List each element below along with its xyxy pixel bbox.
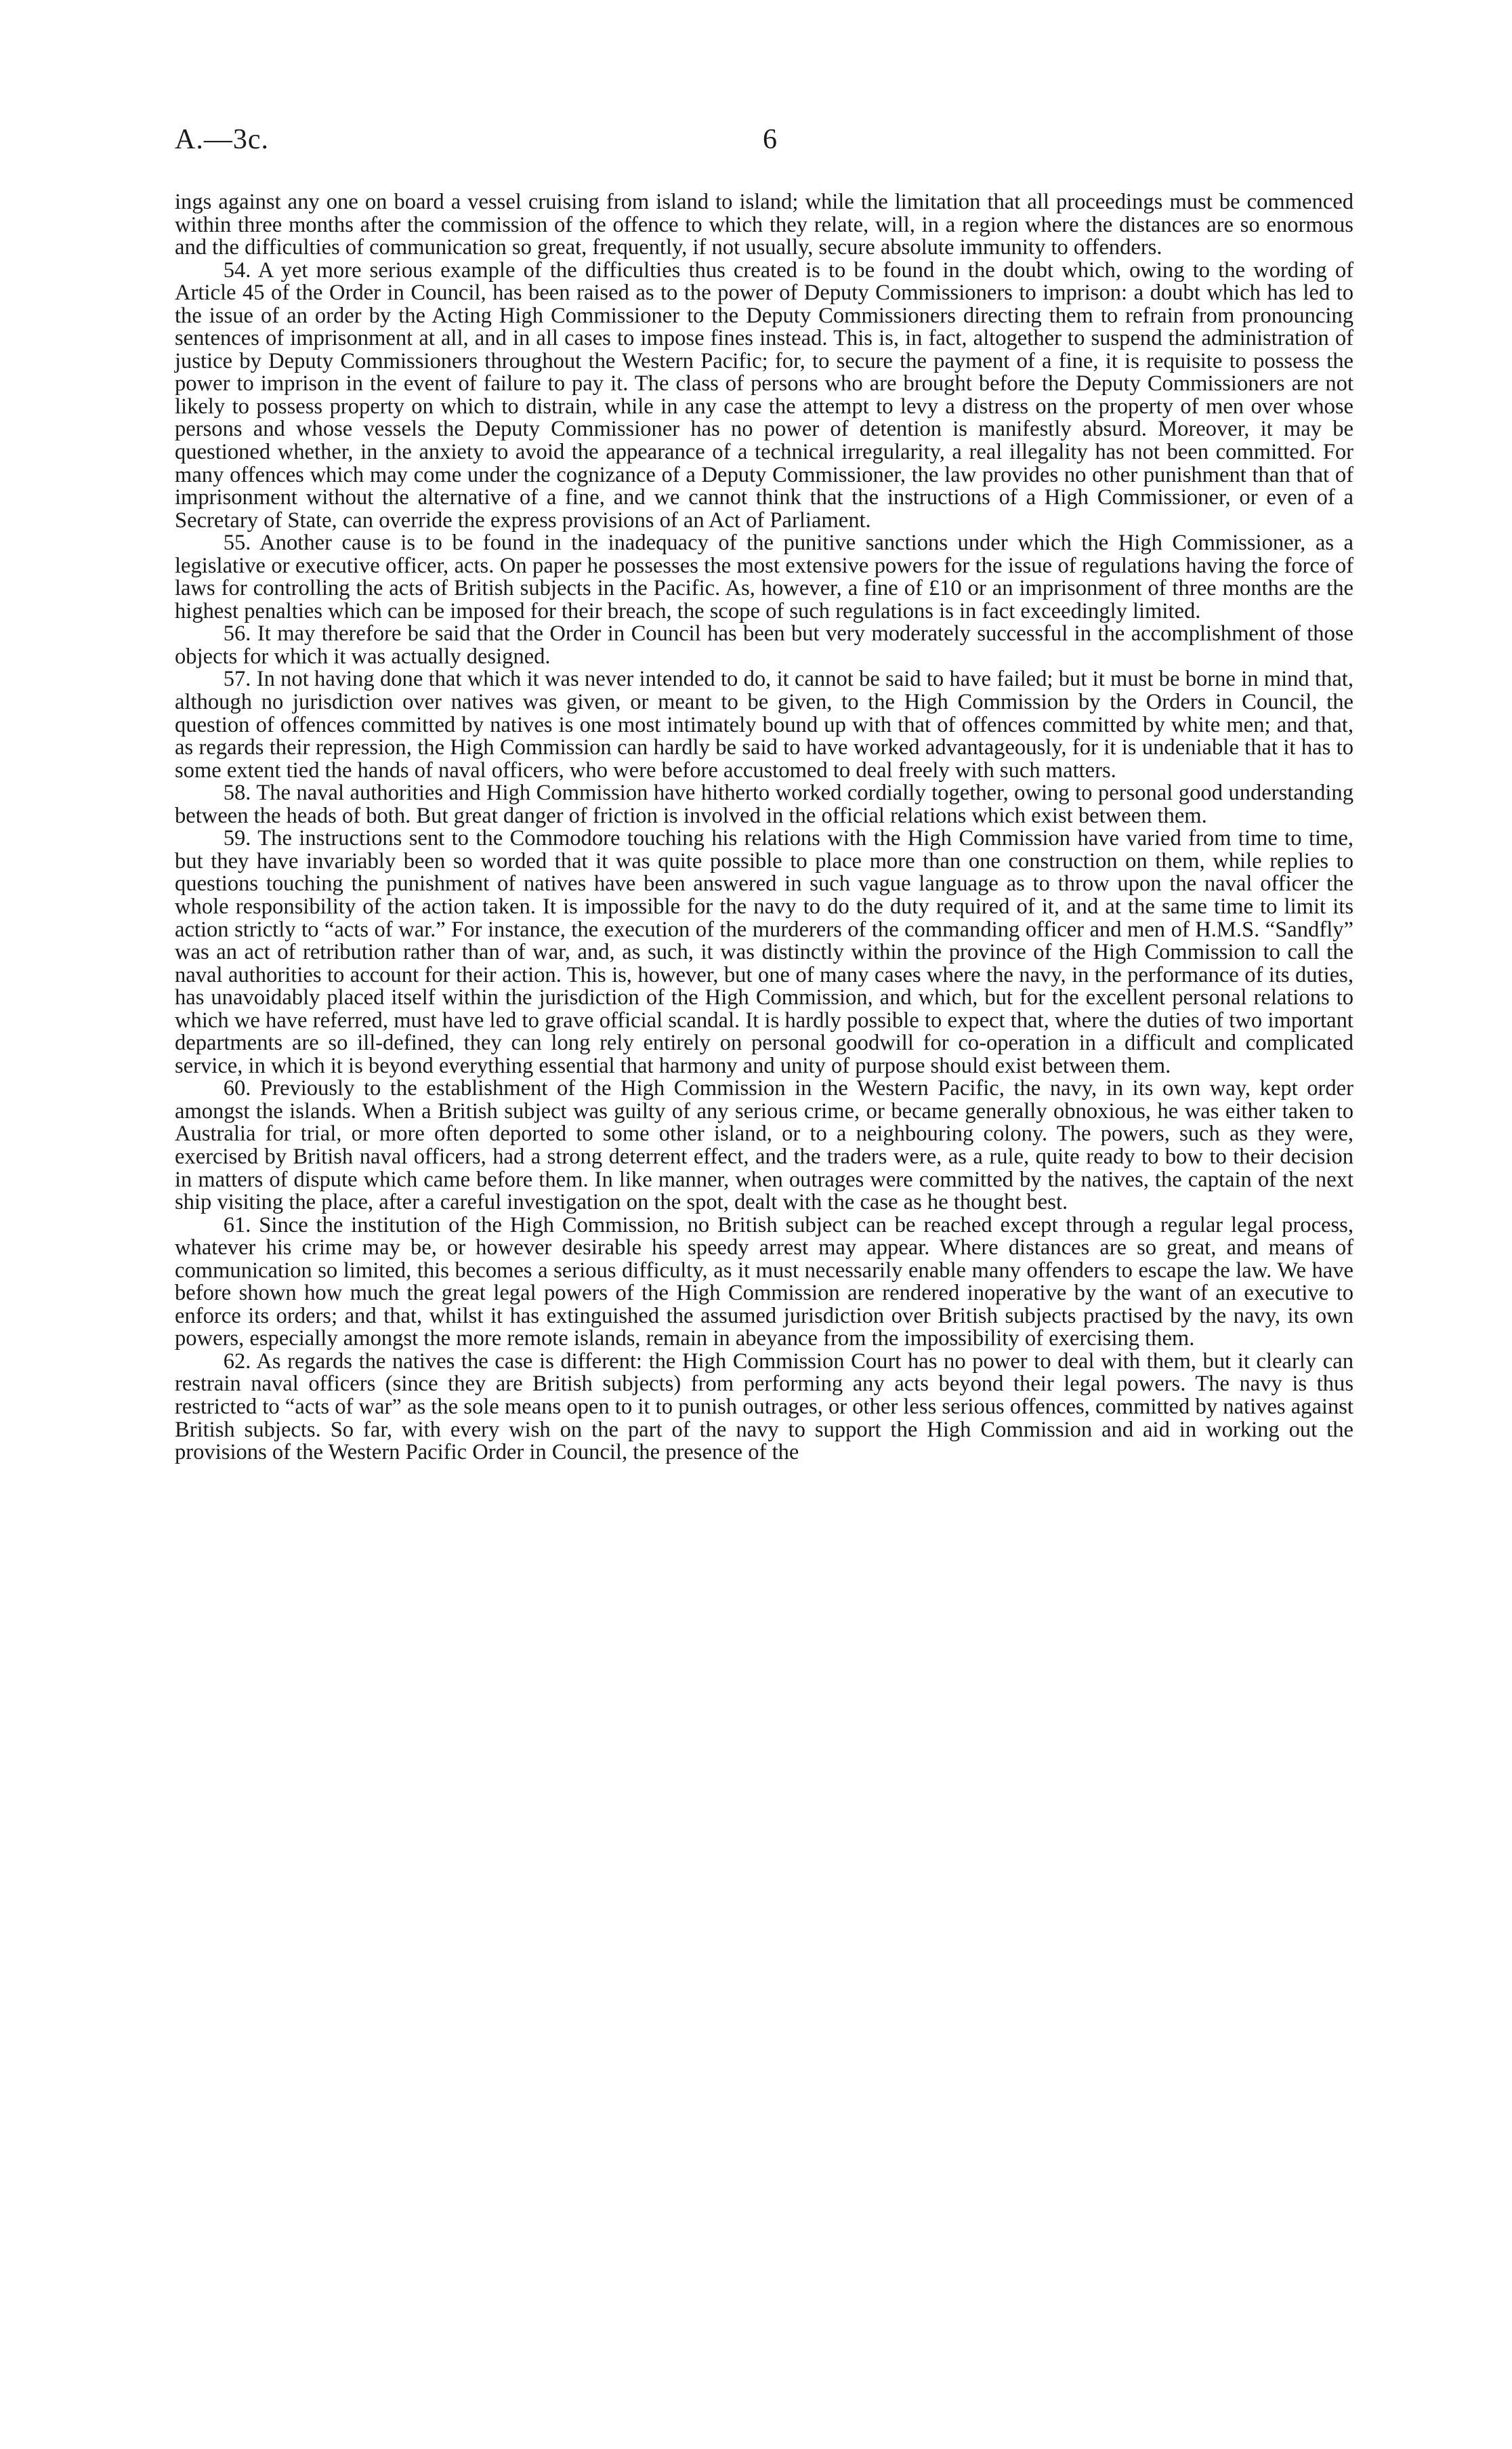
document-reference: A.—3c. (175, 124, 269, 155)
paragraph-54: 54. A yet more serious example of the difficulties thus created is to be found in the doubt which, owing to the wording of Article 45 of the Order in Council, has been raised as to the power of Deputy Commissioners to imprison: a doubt which has led to the issue of an order by the Acting High Commissioner to the Deputy Commissioners directing them to refrain from pronouncing sentences of imprisonment at all, and in all cases to impose fines instead. This is, in fact, altogether to suspend the administration of justice by Deputy Commissioners throughout the Western Pacific; for, to secure the payment of a fine, it is requisite to possess the power to imprison in the event of failure to pay it. The class of persons who are brought before the Deputy Commissioners are not likely to possess property on which to distrain, while in any case the attempt to levy a distress on the property of men over whose persons and whose vessels the Deputy Commissioner has no power of detention is manifestly absurd. Moreover, it may be questioned whether, in the anxiety to avoid the appearance of a technical irregularity, a real illegality has not been committed. For many offences which may come under the cognizance of a Deputy Commissioner, the law provides no other punishment than that of imprisonment without the alternative of a fine, and we cannot think that the instructions of a High Commissioner, or even of a Secretary of State, can override the express provisions of an Act of Parliament. (175, 258, 1353, 533)
paragraph-59: 59. The instructions sent to the Commodore touching his relations with the High Commission have varied from time to time, but they have invariably been so worded that it was quite possible to place more than one construction on them, while replies to questions touching the punishment of natives have been answered in such vague language as to throw upon the naval officer the whole responsibility of the action taken. It is impossible for the navy to do the duty required of it, and at the same time to limit its action strictly to “acts of war.” For instance, the execution of the murderers of the commanding officer and men of H.M.S. “Sandfly” was an act of retribution rather than of war, and, as such, it was distinctly within the province of the High Commission to call the naval authorities to account for their action. This is, however, but one of many cases where the navy, in the performance of its duties, has unavoidably placed itself within the jurisdiction of the High Commission, and which, but for the excellent personal relations to which we have referred, must have led to grave official scandal. It is hardly possible to expect that, where the duties of two important departments are so ill-defined, they can long rely entirely on personal goodwill for co-operation in a difficult and complicated service, in which it is beyond everything essential that harmony and unity of purpose should exist between them. (175, 826, 1353, 1078)
page-number: 6 (763, 124, 777, 155)
paragraph-56: 56. It may therefore be said that the Order in Council has been but very moderately successful in the accomplishment of those objects for which it was actually designed. (175, 621, 1353, 669)
paragraph-60: 60. Previously to the establishment of the High Commission in the Western Pacific, the navy, in its own way, kept order amongst the islands. When a British subject was guilty of any serious crime, or became generally obnoxious, he was either taken to Australia for trial, or more often deported to some other island, or to a neighbouring colony. The powers, such as they were, exercised by British naval officers, had a strong deterrent effect, and the traders were, as a rule, quite ready to bow to their decision in matters of dispute which came before them. In like manner, when outrages were committed by the natives, the captain of the next ship visiting the place, after a careful investigation on the spot, dealt with the case as he thought best. (175, 1076, 1353, 1215)
body-text (175, 191, 1353, 1464)
paragraph-61: 61. Since the institution of the High Commission, no British subject can be reached except through a regular legal process, whatever his crime may be, or however desirable his speedy arrest may appear. Where distances are so great, and means of communication so limited, this becomes a serious difficulty, as it must necessarily enable many offenders to escape the law. We have before shown how much the great legal powers of the High Commission are rendered inoperative by the want of an executive to enforce its orders; and that, whilst it has extinguished the assumed jurisdiction over British subjects practised by the navy, its own powers, especially amongst the more remote islands, remain in abeyance from the impossibility of exercising them. (175, 1212, 1353, 1351)
paragraph-62: 62. As regards the natives the case is different: the High Commission Court has no power to deal with them, but it clearly can restrain naval officers (since they are British subjects) from performing any acts beyond their legal powers. The navy is thus restricted to “acts of war” as the sole means open to it to punish outrages, or other less serious offences, committed by natives against British subjects. So far, with every wish on the part of the navy to support the High Commission and aid in working out the provisions of the Western Pacific Order in Council, the presence of the (175, 1349, 1353, 1465)
paragraph-continued: ings against any one on board a vessel cruising from island to island; while the limitation that all proceedings must be commenced within three months after the commission of the offence to which they relate, will, in a region where the distances are so enormous and the difficulties of communication so great, frequently, if not usually, secure absolute immunity to offenders. (175, 190, 1353, 260)
paragraph-55: 55. Another cause is to be found in the inadequacy of the punitive sanctions under which the High Commissioner, as a legislative or executive officer, acts. On paper he possesses the most extensive powers for the issue of regulations having the force of laws for controlling the acts of British subjects in the Pacific. As, however, a fine of £10 or an imprisonment of three months are the highest penalties which can be imposed for their breach, the scope of such regulations is in fact exceedingly limited. (175, 531, 1353, 623)
paragraph-58: 58. The naval authorities and High Commission have hitherto worked cordially together, owing to personal good understanding between the heads of both. But great danger of friction is involved in the official relations which exist between them. (175, 781, 1353, 828)
paragraph-57: 57. In not having done that which it was never intended to do, it cannot be said to have failed; but it must be borne in mind that, although no jurisdiction over natives was given, or meant to be given, to the High Commission by the Orders in Council, the question of offences committed by natives is one most intimately bound up with that of offences committed by white men; and that, as regards their repression, the High Commission can hardly be said to have worked advantageously, for it is undeniable that it has to some extent tied the hands of naval officers, who were before accustomed to deal freely with such matters. (175, 667, 1353, 783)
page-header (175, 123, 1353, 164)
